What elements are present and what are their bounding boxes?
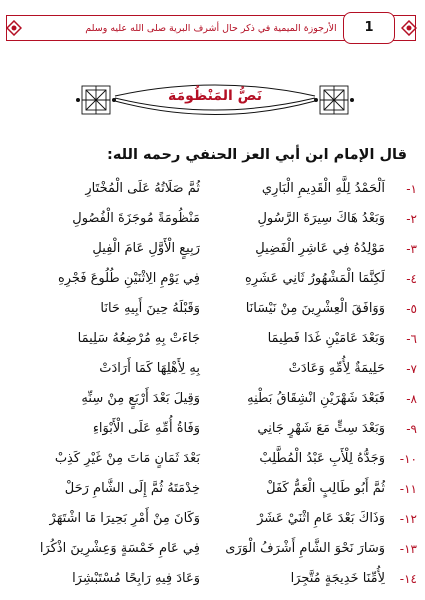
verse-second-hemistich: جَاءَتْ بِهِ مُرْضِعُهُ سَلِيمَا	[77, 331, 200, 346]
verse-number: ٣-	[406, 242, 417, 256]
verse-number: ١٠-	[399, 452, 417, 466]
verse-row	[0, 238, 425, 268]
verse-number: ١١-	[399, 482, 417, 496]
verse-first-hemistich: وَجَدُّهُ لِلْأَبِ عَبْدُ الْمُطَّلِبْ	[259, 451, 385, 466]
verse-row	[0, 298, 425, 328]
verse-first-hemistich: وَوَافَقَ الْعِشْرِينَ مِنْ نَيْسَانَا	[245, 301, 385, 316]
header-title: الأرجوزة الميمية في ذكر حال أشرف البرية صلى الله عليه وسلم	[85, 23, 337, 34]
verse-number: ١٢-	[399, 512, 417, 526]
verse-number: ١-	[406, 182, 417, 196]
verse-second-hemistich: رَبِيعٍ الْأَوَّلِ عَامَ الْفِيلِ	[92, 241, 200, 256]
verse-second-hemistich: فِي عَامِ خَمْسَةٍ وَعِشْرِينَ اذْكُرَا	[39, 541, 200, 556]
verse-number: ٩-	[406, 422, 417, 436]
banner-title: نَصُّ المَنْظُومَة	[168, 88, 262, 104]
verse-second-hemistich: ثُمَّ صَلَاتُهُ عَلَى الْمُخْتَارِ	[85, 181, 200, 196]
verse-first-hemistich: لَكِنَّمَا الْمَشْهُورُ ثَانِي عَشَرِهِ	[245, 271, 385, 286]
verse-number: ٧-	[406, 362, 417, 376]
intro-heading: قال الإمام ابن أبي العز الحنفي رحمه الله:	[107, 147, 407, 163]
header-right-ornament-icon	[401, 20, 417, 36]
verse-first-hemistich: لِأُمِّنَا خَدِيجَةٍ مُتَّجِرَا	[290, 571, 385, 586]
verse-row	[0, 178, 425, 208]
verse-row	[0, 478, 425, 508]
verse-number: ٨-	[406, 392, 417, 406]
verse-second-hemistich: خِدْمَتَهُ ثُمَّ إِلَى الشَّامِ رَحَلْ	[64, 481, 200, 496]
verse-row	[0, 328, 425, 358]
verse-row	[0, 508, 425, 538]
verse-row	[0, 448, 425, 478]
verse-number: ٢-	[406, 212, 417, 226]
verse-list	[0, 178, 425, 598]
verse-second-hemistich: بِهِ لِأَهْلِهَا كَمَا أَرَادَتْ	[99, 361, 200, 376]
verse-row	[0, 358, 425, 388]
verse-row	[0, 538, 425, 568]
verse-row	[0, 568, 425, 598]
verse-first-hemistich: وَذَاكَ بَعْدَ عَامِ اثْنَيْ عَشَرْ	[257, 511, 385, 526]
header-left-ornament-icon	[6, 20, 22, 36]
verse-second-hemistich: وَعَادَ فِيهِ رَابِحًا مُسْتَبْشِرَا	[72, 571, 200, 586]
verse-second-hemistich: وَفَاةُ أُمِّهِ عَلَى الْأَبْوَاءِ	[92, 421, 200, 436]
verse-row	[0, 208, 425, 238]
page-number: 1	[343, 12, 395, 44]
verse-second-hemistich: فِي يَوْمِ الِاثْنَيْنِ طُلُوعَ فَجْرِهِ	[57, 271, 200, 286]
verse-number: ٥-	[406, 302, 417, 316]
verse-first-hemistich: حَلِيمَةٌ لِأُمِّهِ وَعَادَتْ	[288, 361, 385, 376]
section-banner	[70, 76, 360, 136]
verse-second-hemistich: وَكَانَ مِنْ أَمْرِ بَحِيرَا مَا اشْتَهَرْ	[49, 511, 200, 526]
verse-first-hemistich: فَبَعْدَ شَهْرَيْنِ انْشِقَاقُ بَطْنِهِ	[247, 391, 385, 406]
verse-number: ١٣-	[399, 542, 417, 556]
verse-first-hemistich: ثُمَّ أَبُو طَالِبٍ الْعَمُّ كَفَلْ	[266, 481, 385, 496]
verse-row	[0, 388, 425, 418]
verse-row	[0, 268, 425, 298]
verse-second-hemistich: وَقِيلَ بَعْدَ أَرْبَعٍ مِنْ سِنِّهِ	[81, 391, 200, 406]
verse-number: ١٤-	[399, 572, 417, 586]
verse-second-hemistich: مَنْظُومَةً مُوجَزَةَ الْفُصُولِ	[72, 211, 200, 226]
verse-first-hemistich: وَبَعْدَ عَامَيْنِ غَدَا فَطِيمَا	[267, 331, 385, 346]
verse-second-hemistich: بَعْدَ ثَمَانٍ مَاتَ مِنْ غَيْرِ كَذِبْ	[54, 451, 200, 466]
verse-first-hemistich: وَسَارَ نَحْوَ الشَّامِ أَشْرَفُ الْوَرَى	[225, 541, 385, 556]
verse-row	[0, 418, 425, 448]
verse-first-hemistich: اَلْحَمْدُ لِلَّهِ الْقَدِيمِ الْبَارِي	[261, 181, 385, 196]
verse-second-hemistich: وَقَبْلَهُ حِينَ أَبِيهِ حَانَا	[100, 301, 200, 316]
verse-first-hemistich: وَبَعْدَ سِتٍّ مَعَ شَهْرٍ جَانِي	[257, 421, 385, 436]
verse-first-hemistich: مَوْلِدُهُ فِي عَاشِرِ الْفَضِيلِ	[255, 241, 385, 256]
verse-number: ٤-	[406, 272, 417, 286]
verse-number: ٦-	[406, 332, 417, 346]
banner-frame-icon	[70, 76, 360, 136]
verse-first-hemistich: وَبَعْدُ هَاكَ سِيرَةَ الرَّسُولِ	[257, 211, 385, 226]
